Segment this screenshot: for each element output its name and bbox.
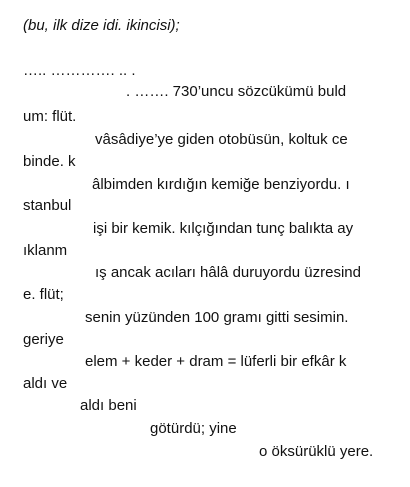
poem-line-13: geriye (23, 331, 64, 348)
poem-line-10: ış ancak acıları hâlâ duruyordu üzresind (95, 264, 361, 281)
poem-line-9: ıklanm (23, 242, 68, 259)
poem-line-11: e. flüt; (23, 286, 64, 303)
intro-line: (bu, ilk dize idi. ikincisi); (23, 17, 180, 34)
poem-line-8: işi bir kemik. kılçığından tunç balıkta ay (93, 220, 354, 237)
poem-line-6: âlbimden kırdığın kemiğe benziyordu. ı (92, 176, 350, 193)
poem-line-5: binde. k (23, 153, 76, 170)
poem-line-15: aldı ve (23, 375, 68, 392)
poem-line-2: . ……. 730’uncu sözcükümü buld (126, 83, 347, 100)
poem-line-17: götürdü; yine (150, 420, 237, 437)
poem-line-12: senin yüzünden 100 gramı gitti sesimin. (85, 309, 349, 326)
poem-line-4: vâsâdiye’ye giden otobüsün, koltuk ce (95, 131, 348, 148)
poem-line-1: ….. …………. .. . (23, 62, 136, 79)
poem-line-18: o öksürüklü yere. (259, 443, 374, 460)
poem-line-3: um: flüt. (23, 108, 77, 125)
poem-line-7: stanbul (23, 197, 72, 214)
poem-line-14: elem + keder + dram = lüferli bir efkâr k (85, 353, 347, 370)
poem-line-16: aldı beni (80, 397, 137, 414)
